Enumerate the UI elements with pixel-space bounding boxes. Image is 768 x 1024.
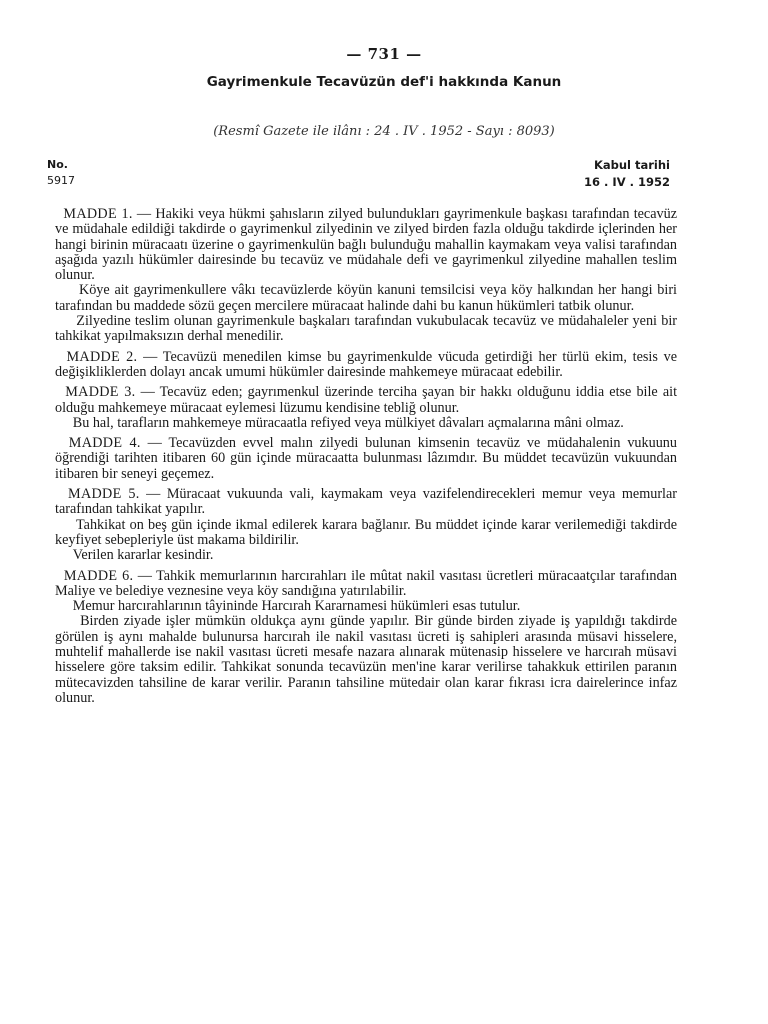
article-paragraph bbox=[55, 416, 677, 431]
article-paragraph bbox=[55, 569, 677, 600]
acceptance-date-label: Kabul tarihi bbox=[593, 158, 670, 172]
article-text: Zilyedine teslim olunan gayrimenkule başkaları tarafından vukubulacak tecavüz ve müdahaleler yeni bir tahkikat yapılmaksızın derhal menedilir. bbox=[55, 313, 678, 345]
article-heading: MADDE 1. bbox=[63, 206, 133, 222]
article-6 bbox=[55, 569, 677, 707]
article-1 bbox=[55, 207, 677, 345]
article-3 bbox=[55, 385, 677, 431]
article-heading: MADDE 5. bbox=[68, 486, 140, 503]
article-paragraph bbox=[55, 599, 677, 614]
acceptance-date-value: 16 . IV . 1952 bbox=[584, 175, 670, 189]
law-title: Gayrimenkule Tecavüzün def'i hakkında Kanun bbox=[206, 74, 562, 90]
article-text: Verilen kararlar kesindir. bbox=[72, 547, 214, 564]
article-text: — Tecavüzden evvel malın zilyedi bulunan kimsenin tecavüz ve müdahalenin vukuunu öğrendiği tarihten itibaren 60 gün içinde müracaatta bulunması lâzımdır. Bu müddet tecavüzün vukuundan itibaren bir seneyi geçemez. bbox=[55, 435, 677, 482]
page-number: — 731 — bbox=[346, 45, 422, 63]
article-heading: MADDE 3. bbox=[65, 384, 136, 401]
article-paragraph bbox=[55, 207, 677, 283]
article-paragraph bbox=[55, 385, 677, 416]
article-paragraph bbox=[55, 518, 677, 549]
article-text: Tahkikat on beş gün içinde ikmal edilerek karara bağlanır. Bu müddet içinde karar verilemediği takdirde keyfiyet sebepleriyle üst makama bildirilir. bbox=[55, 516, 677, 548]
law-body bbox=[55, 207, 677, 706]
article-paragraph bbox=[55, 283, 677, 314]
article-text: Birden ziyade işler mümkün oldukça aynı günde yapılır. Bir günde birden ziyade iş yapıldığı takdirde görülen iş aynı mahalde bulunursa harcırah ile nakil vasıtası ücreti iş sahipleri arasında müsavi hisselere, muhtelif mahallerde ise nakil vasıtası ücreti mesafe nazara alınarak mütenasip hisselere ve harcırah müsavi hisselere göre taksim edilir. Tahkikat sonunda tecavüzün men'ine karar verilirse tahakkuk ettirilen paranın mütecavizden tahsiline de karar verilir. Paranın tahsiline mütedair olan karar fıkrası icra dairelerince infaz olunur. bbox=[55, 613, 677, 706]
law-number-block bbox=[47, 157, 167, 189]
acceptance-date-block bbox=[510, 157, 670, 191]
law-number-value: 5917 bbox=[47, 174, 75, 187]
article-text: Köye ait gayrimenkullere vâkı tecavüzlerde köyün kanuni temsilcisi veya köy halkından her hangi biri tarafından bu maddede sözü geçen mercilere müracaat halinde dahi bu kanun hükümleri tatbik olunur. bbox=[55, 282, 677, 314]
article-paragraph bbox=[55, 548, 677, 563]
article-paragraph bbox=[55, 314, 677, 345]
article-heading: MADDE 4. bbox=[68, 435, 141, 452]
article-text: Bu hal, tarafların mahkemeye müracaatla refiyed veya mülkiyet dâvaları açmalarına mâni olmaz. bbox=[72, 414, 624, 431]
gazette-reference: (Resmî Gazete ile ilânı : 24 . IV . 1952 - Sayı : 8093) bbox=[213, 124, 555, 139]
article-text: — Hakiki veya hükmi şahısların zilyed bulundukları gayrimenkule başkası tarafından tecavüz ve müdahale edildiği takdirde o gayrimenkul zilyedinin ve zilyed birden fazla olduğu takdirde içlerinden her hangi birinin müracaatı üzerine o gayrimenkulün bağlı bulunduğu mahallin kaymakam veya valisi tarafından aşağıda yazılı hükümler dairesinde bu tecavüz ve müdahale defi ve gayrimenkul zilyedine mahallen teslim olunur. bbox=[55, 206, 678, 284]
article-5 bbox=[55, 487, 677, 563]
article-heading: MADDE 6. bbox=[63, 567, 134, 584]
article-heading: MADDE 2. bbox=[66, 348, 138, 365]
law-number-label: No. bbox=[47, 158, 68, 171]
article-text: — Tecavüz eden; gayrımenkul üzerinde terciha şayan bir hakkı olduğunu iddia etse bile ait olduğu mahkemeye müracaat eylemesi lüzumu kendisine tebliğ olunur. bbox=[55, 384, 678, 416]
article-text: Memur harcırahlarının tâyininde Harcırah Kararnamesi hükümleri esas tutulur. bbox=[72, 598, 521, 615]
article-text: — Tahkik memurlarının harcırahları ile mûtat nakil vasıtası ücretleri müracaatçılar tarafından Maliye ve belediye veznesine veya köy sandığına yatırılabilir. bbox=[55, 567, 678, 599]
article-paragraph bbox=[55, 487, 677, 518]
article-text: — Tecavüzü menedilen kimse bu gayrimenkulde vücuda getirdiği her türlü ekim, tesis ve değişikliklerden dolayı ancak umumi hükümler dairesinde mahkemeye müracaat edebilir. bbox=[55, 348, 678, 380]
article-paragraph bbox=[55, 614, 677, 706]
article-paragraph bbox=[55, 350, 677, 381]
article-paragraph bbox=[55, 436, 677, 482]
article-2 bbox=[55, 350, 677, 381]
article-text: — Müracaat vukuunda vali, kaymakam veya vazifelendirecekleri memur veya memurlar tarafından tahkikat yapılır. bbox=[55, 486, 678, 518]
article-4 bbox=[55, 436, 677, 482]
